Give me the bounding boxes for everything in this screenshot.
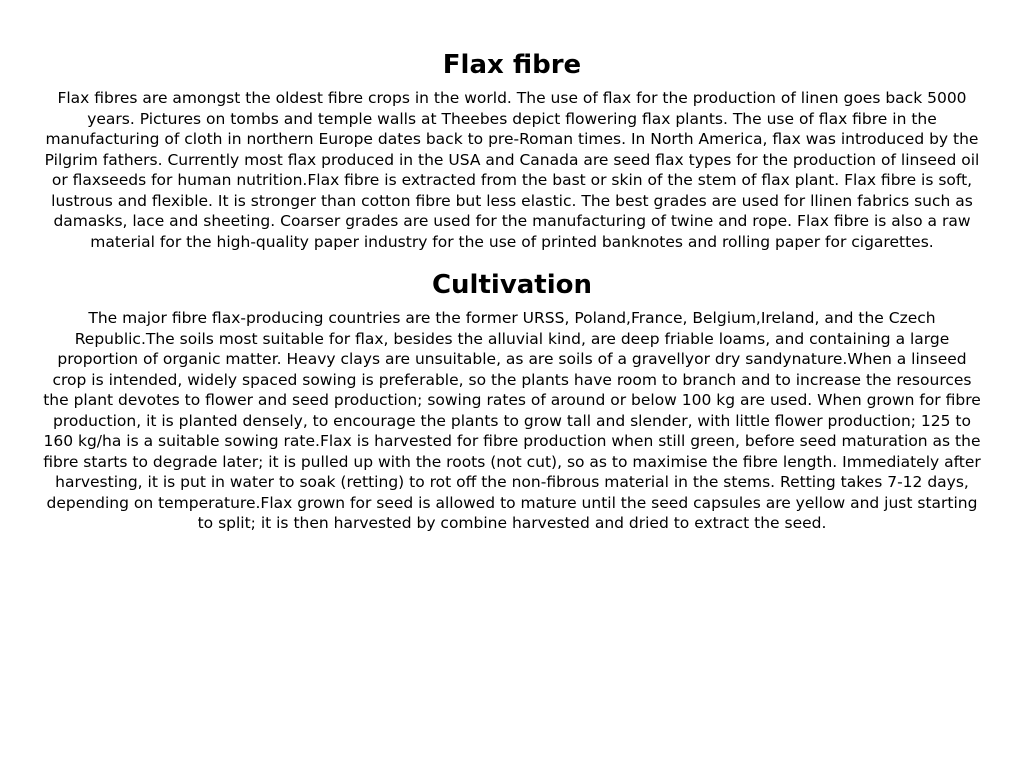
cultivation-paragraph: The major fibre flax-producing countries are the former URSS, Poland,France, Belgium,Ireland, and the Czech Republic.The soils most suitable for flax, besides the alluvial kind, are deep friable loams, and containing a large proportion of organic matter. Heavy clays are unsuitable, as are soils of a gravellyor dry sandynature.When a linseed crop is intended, widely spaced sowing is preferable, so the plants have room to branch and to increase the resources the plant devotes to flower and seed production; sowing rates of around or below 100 kg are used. When grown for fibre production, it is planted densely, to encourage the plants to grow tall and slender, with little flower production; 125 to 160 kg/ha is a suitable sowing rate.Flax is harvested for fibre production when still green, before seed maturation as the fibre starts to degrade later; it is pulled up with the roots (not cut), so as to maximise the fibre length. Immediately after harvesting, it is put in water to soak (retting) to rot off the non-fibrous material in the stems. Retting takes 7-12 days, depending on temperature.Flax grown for seed is allowed to mature until the seed capsules are yellow and just starting to split; it is then harvested by combine harvested and dried to extract the seed. xyxy=(43,309,981,532)
flax-fibre-heading: Flax fibre xyxy=(442,50,582,80)
cultivation-section xyxy=(40,268,984,534)
cultivation-heading: Cultivation xyxy=(431,270,593,300)
flax-fibre-paragraph: Flax fibres are amongst the oldest fibre crops in the world. The use of flax for the production of linen goes back 5000 years. Pictures on tombs and temple walls at Theebes depict flowering flax plants. The use of flax fibre in the manufacturing of cloth in northern Europe dates back to pre-Roman times. In North America, flax was introduced by the Pilgrim fathers. Currently most flax produced in the USA and Canada are seed flax types for the production of linseed oil or flaxseeds for human nutrition.Flax fibre is extracted from the bast or skin of the stem of flax plant. Flax fibre is soft, lustrous and flexible. It is stronger than cotton fibre but less elastic. The best grades are used for llinen fabrics such as damasks, lace and sheeting. Coarser grades are used for the manufacturing of twine and rope. Flax fibre is also a raw material for the high-quality paper industry for the use of printed banknotes and rolling paper for cigarettes. xyxy=(44,89,980,251)
flax-fibre-section xyxy=(40,48,984,252)
